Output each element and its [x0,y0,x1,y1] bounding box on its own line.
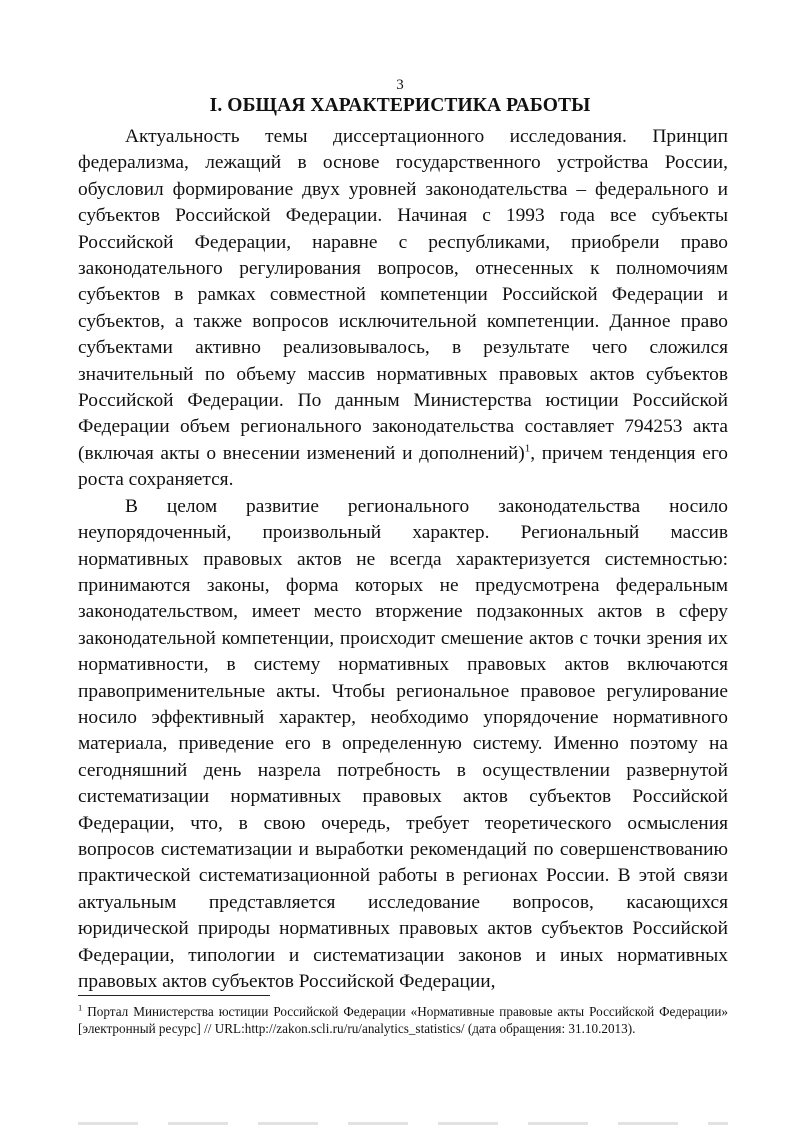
footnote [78,1003,728,1038]
body-text [78,124,728,995]
footnote-divider [78,995,270,996]
scan-edge-artifact [78,1122,728,1125]
footnote-marker: 1 [78,1002,83,1013]
paragraph-regional-law: В целом развитие регионального законодательства носило неупорядоченный, произвольный характер. Региональный массив нормативных правовых актов не всегда характеризуется системностью: принимаются законы, форма которых не предусмотрена федеральным законодательством, имеет место вторжение подзаконных актов в сферу законодательной компетенции, происходит смешение актов с точки зрения их нормативности, в систему нормативных правовых актов включаются правоприменительные акты. Чтобы региональное правовое регулирование носило эффективный характер, необходимо упорядочение нормативного материала, приведение его в определенную систему. Именно поэтому на сегодняшний день назрела потребность в осуществлении развернутой систематизации нормативных правовых актов субъектов Российской Федерации, что, в свою очередь, требует теоретического осмысления вопросов систематизации и выработки рекомендаций по совершенствованию практической систематизационной работы в регионах России. В этой связи актуальным представляется исследование вопросов, касающихся юридической природы нормативных правовых актов субъектов Российской Федерации, типологии и систематизации законов и иных нормативных правовых актов субъектов Российской Федерации, [78,495,728,992]
section-title: I. ОБЩАЯ ХАРАКТЕРИСТИКА РАБОТЫ [209,95,591,116]
paragraph-relevance-text: Актуальность темы диссертационного исследования. Принцип федерализма, лежащий в основе государственного устройства России, обусловил формирование двух уровней законодательства – федерального и субъектов Российской Федерации. Начиная с 1993 года все субъекты Российской Федерации, наравне с республиками, приобрели право законодательного регулирования вопросов, отнесенных к полномочиям субъектов в рамках совместной компетенции Российской Федерации и субъектов, а также вопросов исключительной компетенции. Данное право субъектами активно реализовывалось, в результате чего сложился значительный по объему массив нормативных правовых актов субъектов Российской Федерации. По данным Министерства юстиции Российской Федерации объем регионального законодательства составляет 794253 акта (включая акты о внесении изменений и дополнений) [78,126,728,464]
page-number: 3 [396,77,404,93]
paragraph-relevance-text-end: , причем тенденция его роста сохраняется. [78,442,728,491]
footnote-reference[interactable]: 1 [524,442,531,455]
footnote-text: Портал Министерства юстиции Российской Федерации «Нормативные правовые акты Российской Федерации» [электронный ресурс] // URL:http://zakon.scli.ru/ru/analytics_statistics/ (дата обращения: 31.10.2013). [78,1004,728,1037]
paragraph-relevance [78,124,728,494]
